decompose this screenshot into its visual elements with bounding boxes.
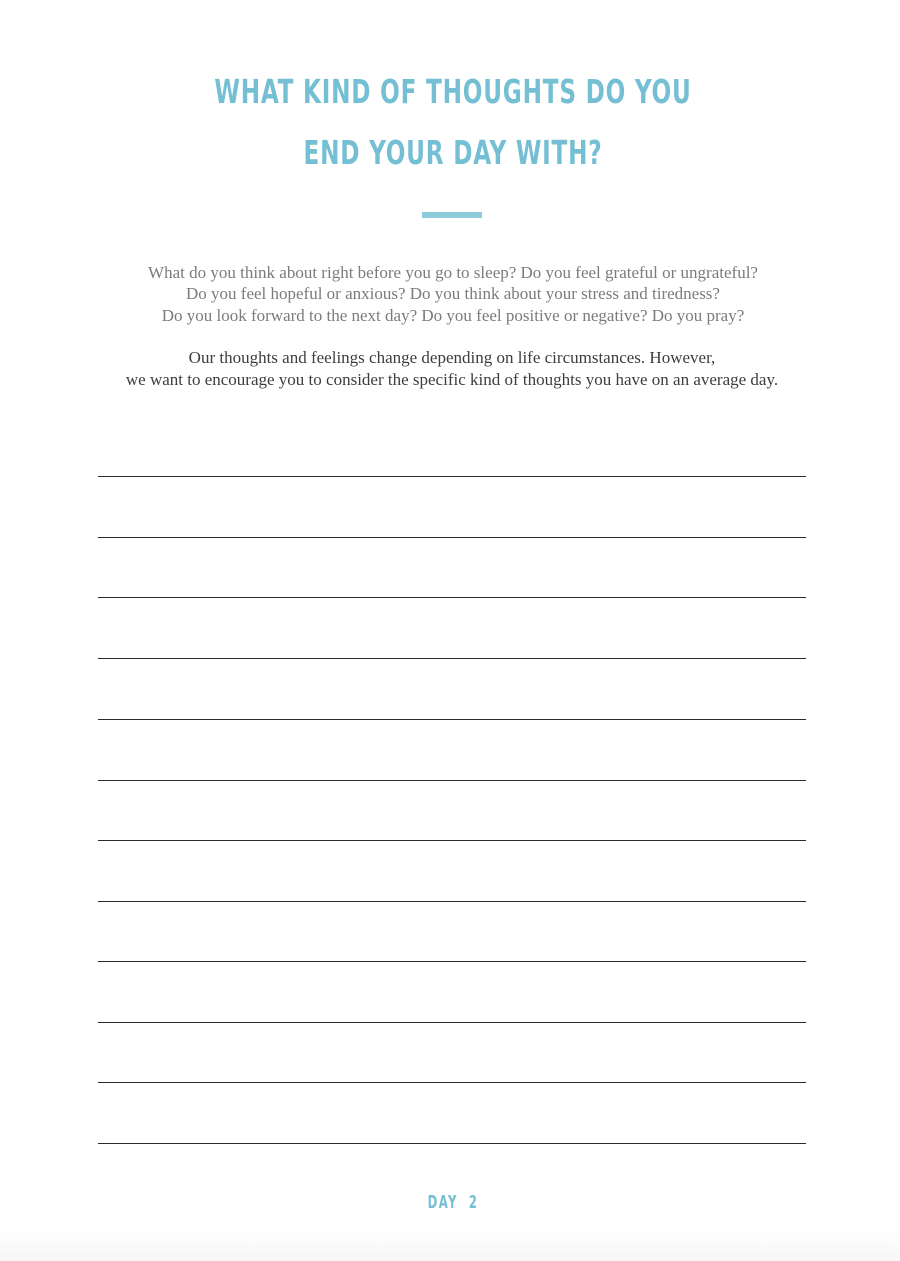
title-divider — [422, 212, 482, 218]
day-label: DAY 2 — [427, 1192, 479, 1213]
writing-line-2[interactable] — [98, 537, 806, 538]
question-line: Do you look forward to the next day? Do you feel positive or negative? Do you pray? — [161, 305, 745, 325]
encouragement-text — [0, 347, 900, 390]
writing-line-5[interactable] — [98, 719, 806, 720]
writing-line-10[interactable] — [98, 1022, 806, 1023]
writing-line-8[interactable] — [98, 901, 806, 902]
writing-line-7[interactable] — [98, 840, 806, 841]
page-bottom-shadow — [0, 1225, 900, 1261]
page-title-line-1: WHAT KIND OF THOUGHTS DO YOU — [214, 72, 692, 111]
writing-line-9[interactable] — [98, 961, 806, 962]
writing-line-4[interactable] — [98, 658, 806, 659]
writing-line-11[interactable] — [98, 1082, 806, 1083]
question-line: Do you feel hopeful or anxious? Do you think about your stress and tiredness? — [186, 284, 720, 304]
encouragement-line: we want to encourage you to consider the specific kind of thoughts you have on an average day. — [125, 369, 779, 389]
question-line: What do you think about right before you go to sleep? Do you feel grateful or ungrateful? — [148, 263, 758, 282]
page-title-line-2: END YOUR DAY WITH? — [303, 133, 603, 172]
writing-line-6[interactable] — [98, 780, 806, 781]
writing-line-3[interactable] — [98, 597, 806, 598]
encouragement-line: Our thoughts and feelings change depending on life circumstances. However, — [188, 348, 716, 367]
writing-line-1[interactable] — [98, 476, 806, 477]
reflection-questions — [0, 262, 900, 326]
writing-line-12[interactable] — [98, 1143, 806, 1144]
